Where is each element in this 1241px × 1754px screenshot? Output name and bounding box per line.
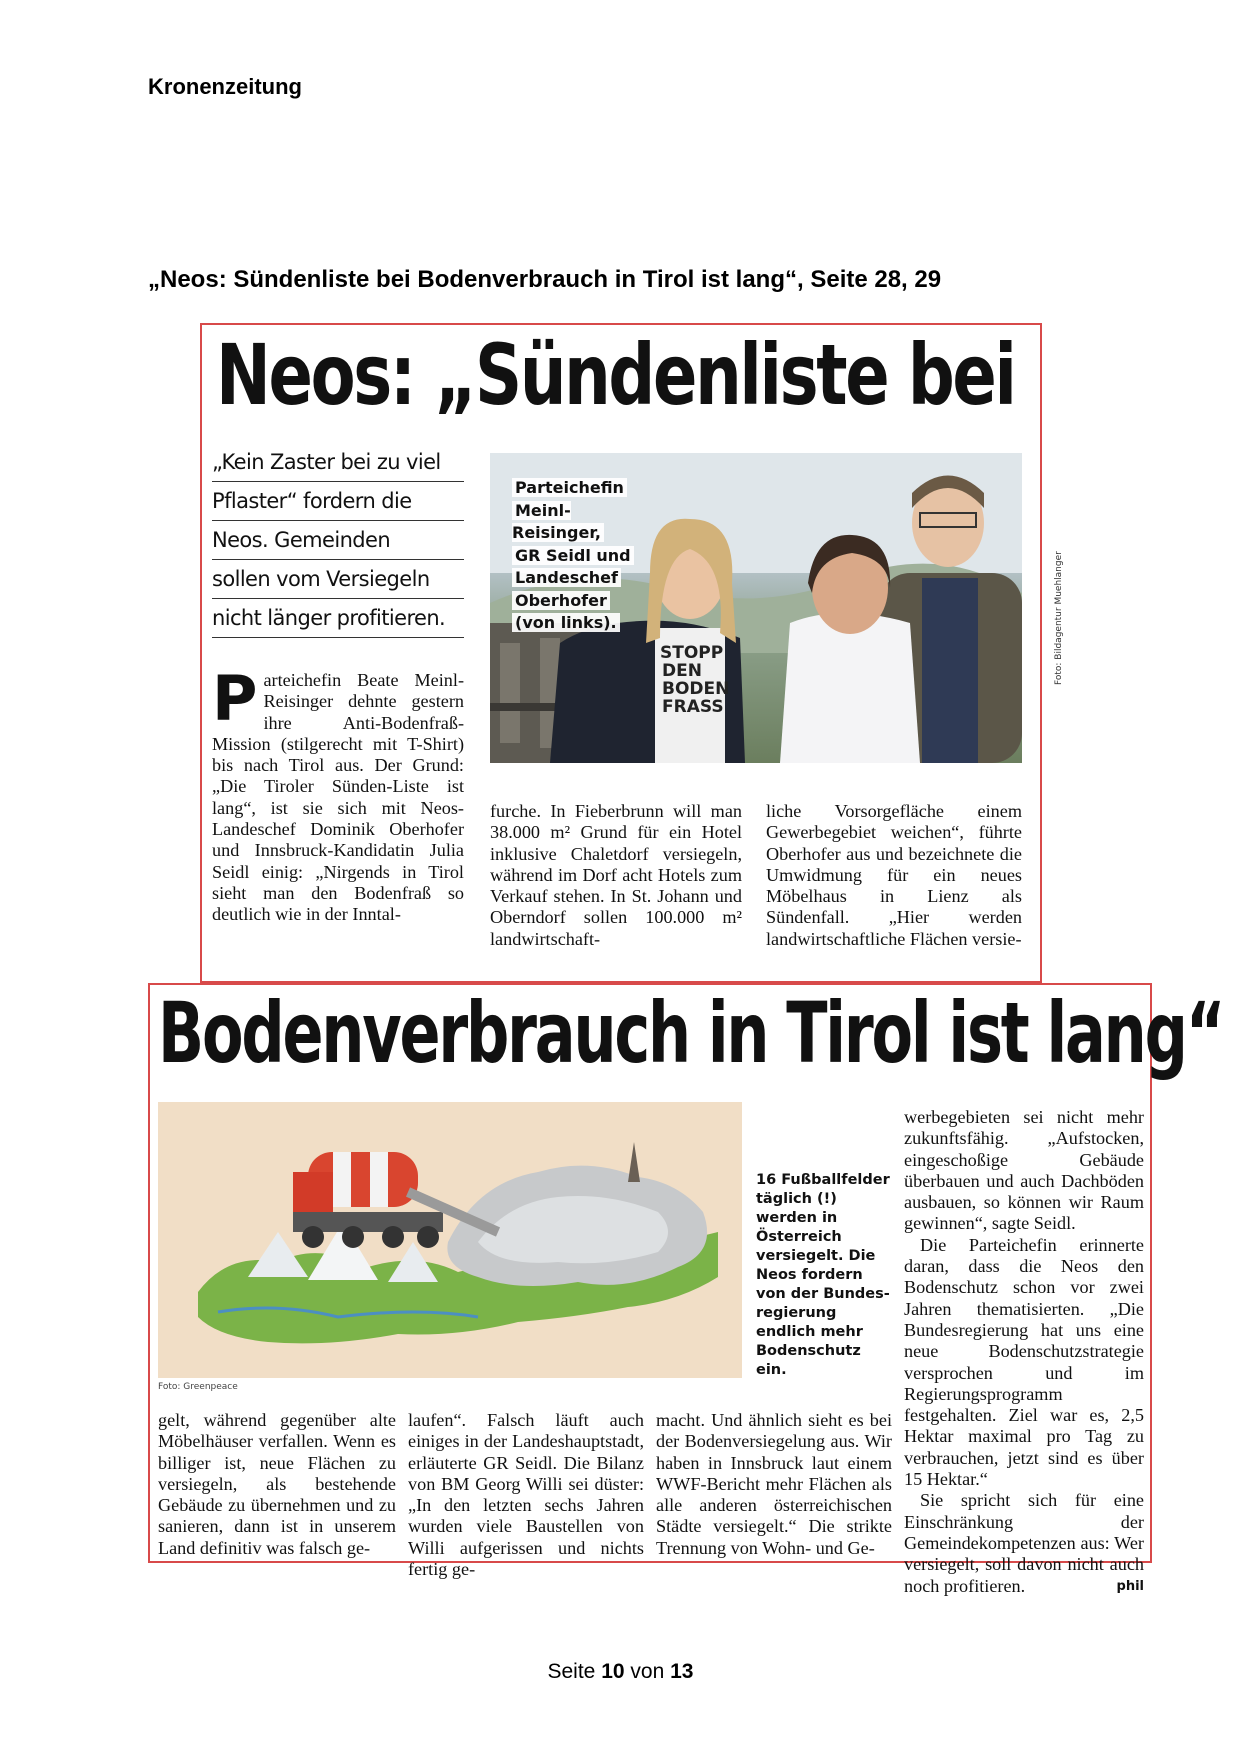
illustration-caption: 16 Fußballfelder täglich (!) werden in Österreich versiegelt. Die Neos fordern von der Bundes- regierung endlich mehr Bodenschutz ein. — [756, 1172, 890, 1378]
page-number: Seite 10 von 13 — [547, 1660, 694, 1683]
paragraph: werbegebieten sei nicht mehr zukunftsfähig. „Aufstocken, eingeschoßige Gebäude überbauen und auch Dachböden ausbauen, so können wir Raum gewinnen“, sagte Seidl. — [904, 1107, 1144, 1234]
shirt-text: STOPP DEN BODEN FRASS — [660, 643, 730, 717]
headline-part2: Bodenverbrauch in Tirol ist lang“ — [158, 984, 1224, 1082]
column-text: arteichefin Beate Meinl-Reisinger dehnte gestern ihre Anti-Bodenfraß-Mission (stilgerecht mit T-Shirt) bis nach Tirol aus. Der Grund: „Die Tiroler Sünden-Liste ist lang“, ist sie sich mit Neos-Landeschef Dominik Oberhofer und Innsbruck-Kandidatin Julia Seidl einig: „Nirgends in Tirol sieht man den Bodenfraß so deutlich wie in der Inntal- — [212, 670, 464, 925]
body-column-1 — [212, 662, 464, 960]
body-column-2: furche. In Fieberbrunn will man 38.000 m² Grund für ein Hotel inklusive Chaletdorf versiegeln, während im Dorf acht Hotels zum Verkauf stehen. In St. Johann und Oberndorf sollen 100.000 m² landwirtschaft- — [490, 801, 742, 949]
body-column-5: laufen“. Falsch läuft auch einiges in der Landeshauptstadt, erläuterte GR Seidl. Die Bilanz von BM Georg Willi sei düster: „In den letzten sechs Jahren wurden viele Baustellen von Willi aufgerissen und nichts fertig ge- — [408, 1410, 644, 1580]
body-column-7 — [904, 1107, 1144, 1596]
lead-text — [212, 443, 464, 638]
photo-credit: Foto: Bildagentur Muehlanger — [1054, 551, 1064, 685]
lead-line: nicht länger profitieren. — [212, 599, 464, 638]
body-column-6: macht. Und ähnlich sieht es bei der Bodenversiegelung aus. Wir haben in Innsbruck laut einem WWF-Bericht mehr Flächen als alle anderen österreichischen Städte versiegelt.“ Die strikte Trennung von Wohn- und Ge- — [656, 1410, 892, 1558]
headline-part1: Neos: „Sündenliste bei — [216, 326, 1015, 424]
clipping-top — [200, 323, 1064, 983]
article-reference: „Neos: Sündenliste bei Bodenverbrauch in Tirol ist lang“, Seite 28, 29 — [148, 266, 942, 293]
lead-line: „Kein Zaster bei zu viel — [212, 443, 464, 482]
clipping-bottom — [148, 983, 1224, 1596]
lead-line: sollen vom Versiegeln — [212, 560, 464, 599]
source-name: Kronenzeitung — [148, 74, 302, 99]
lead-line: Pflaster“ fordern die — [212, 482, 464, 521]
lead-line: Neos. Gemeinden — [212, 521, 464, 560]
body-column-4: gelt, während gegenüber alte Möbelhäuser verfallen. Wenn es billiger ist, neue Flächen zu versiegeln, als bestehende Gebäude zu übernehmen und zu sanieren, dann ist in unserem Land definitiv was falsch ge- — [158, 1410, 396, 1558]
byline: phil — [1116, 1578, 1144, 1594]
concrete-truck-map-graphic — [158, 1102, 742, 1378]
austria-map-illustration — [158, 1102, 742, 1378]
illustration-credit: Foto: Greenpeace — [158, 1382, 238, 1392]
body-column-3: liche Vorsorgefläche einem Gewerbegebiet weichen“, führte Oberhofer aus und bezeichnete die Umwidmung für ein neues Möbelhaus in Lienz als Sündenfall. „Hier werden landwirtschaftliche Flächen versie- — [766, 801, 1022, 949]
photo-caption: Parteichefin Meinl-Reisinger, GR Seidl und Landeschef Oberhofer (von links). — [512, 477, 662, 635]
politicians-photo — [490, 453, 1022, 763]
dropcap: P — [212, 662, 258, 735]
paragraph: Sie spricht sich für eine Einschränkung der Gemeindekompetenzen aus: Wer versiegelt, soll davon nicht auch noch profitieren. phil — [904, 1490, 1144, 1596]
paragraph: Die Parteichefin erinnerte daran, dass die Neos den Bodenschutz schon vor zwei Jahren thematisierten. „Die Bundesregierung hat uns eine neue Bodenschutzstrategie versprochen und im Regierungsprogramm festgehalten. Ziel war es, 2,5 Hektar maximal pro Tag zu verbrauchen, jetzt sind es über 15 Hektar.“ — [904, 1234, 1144, 1490]
